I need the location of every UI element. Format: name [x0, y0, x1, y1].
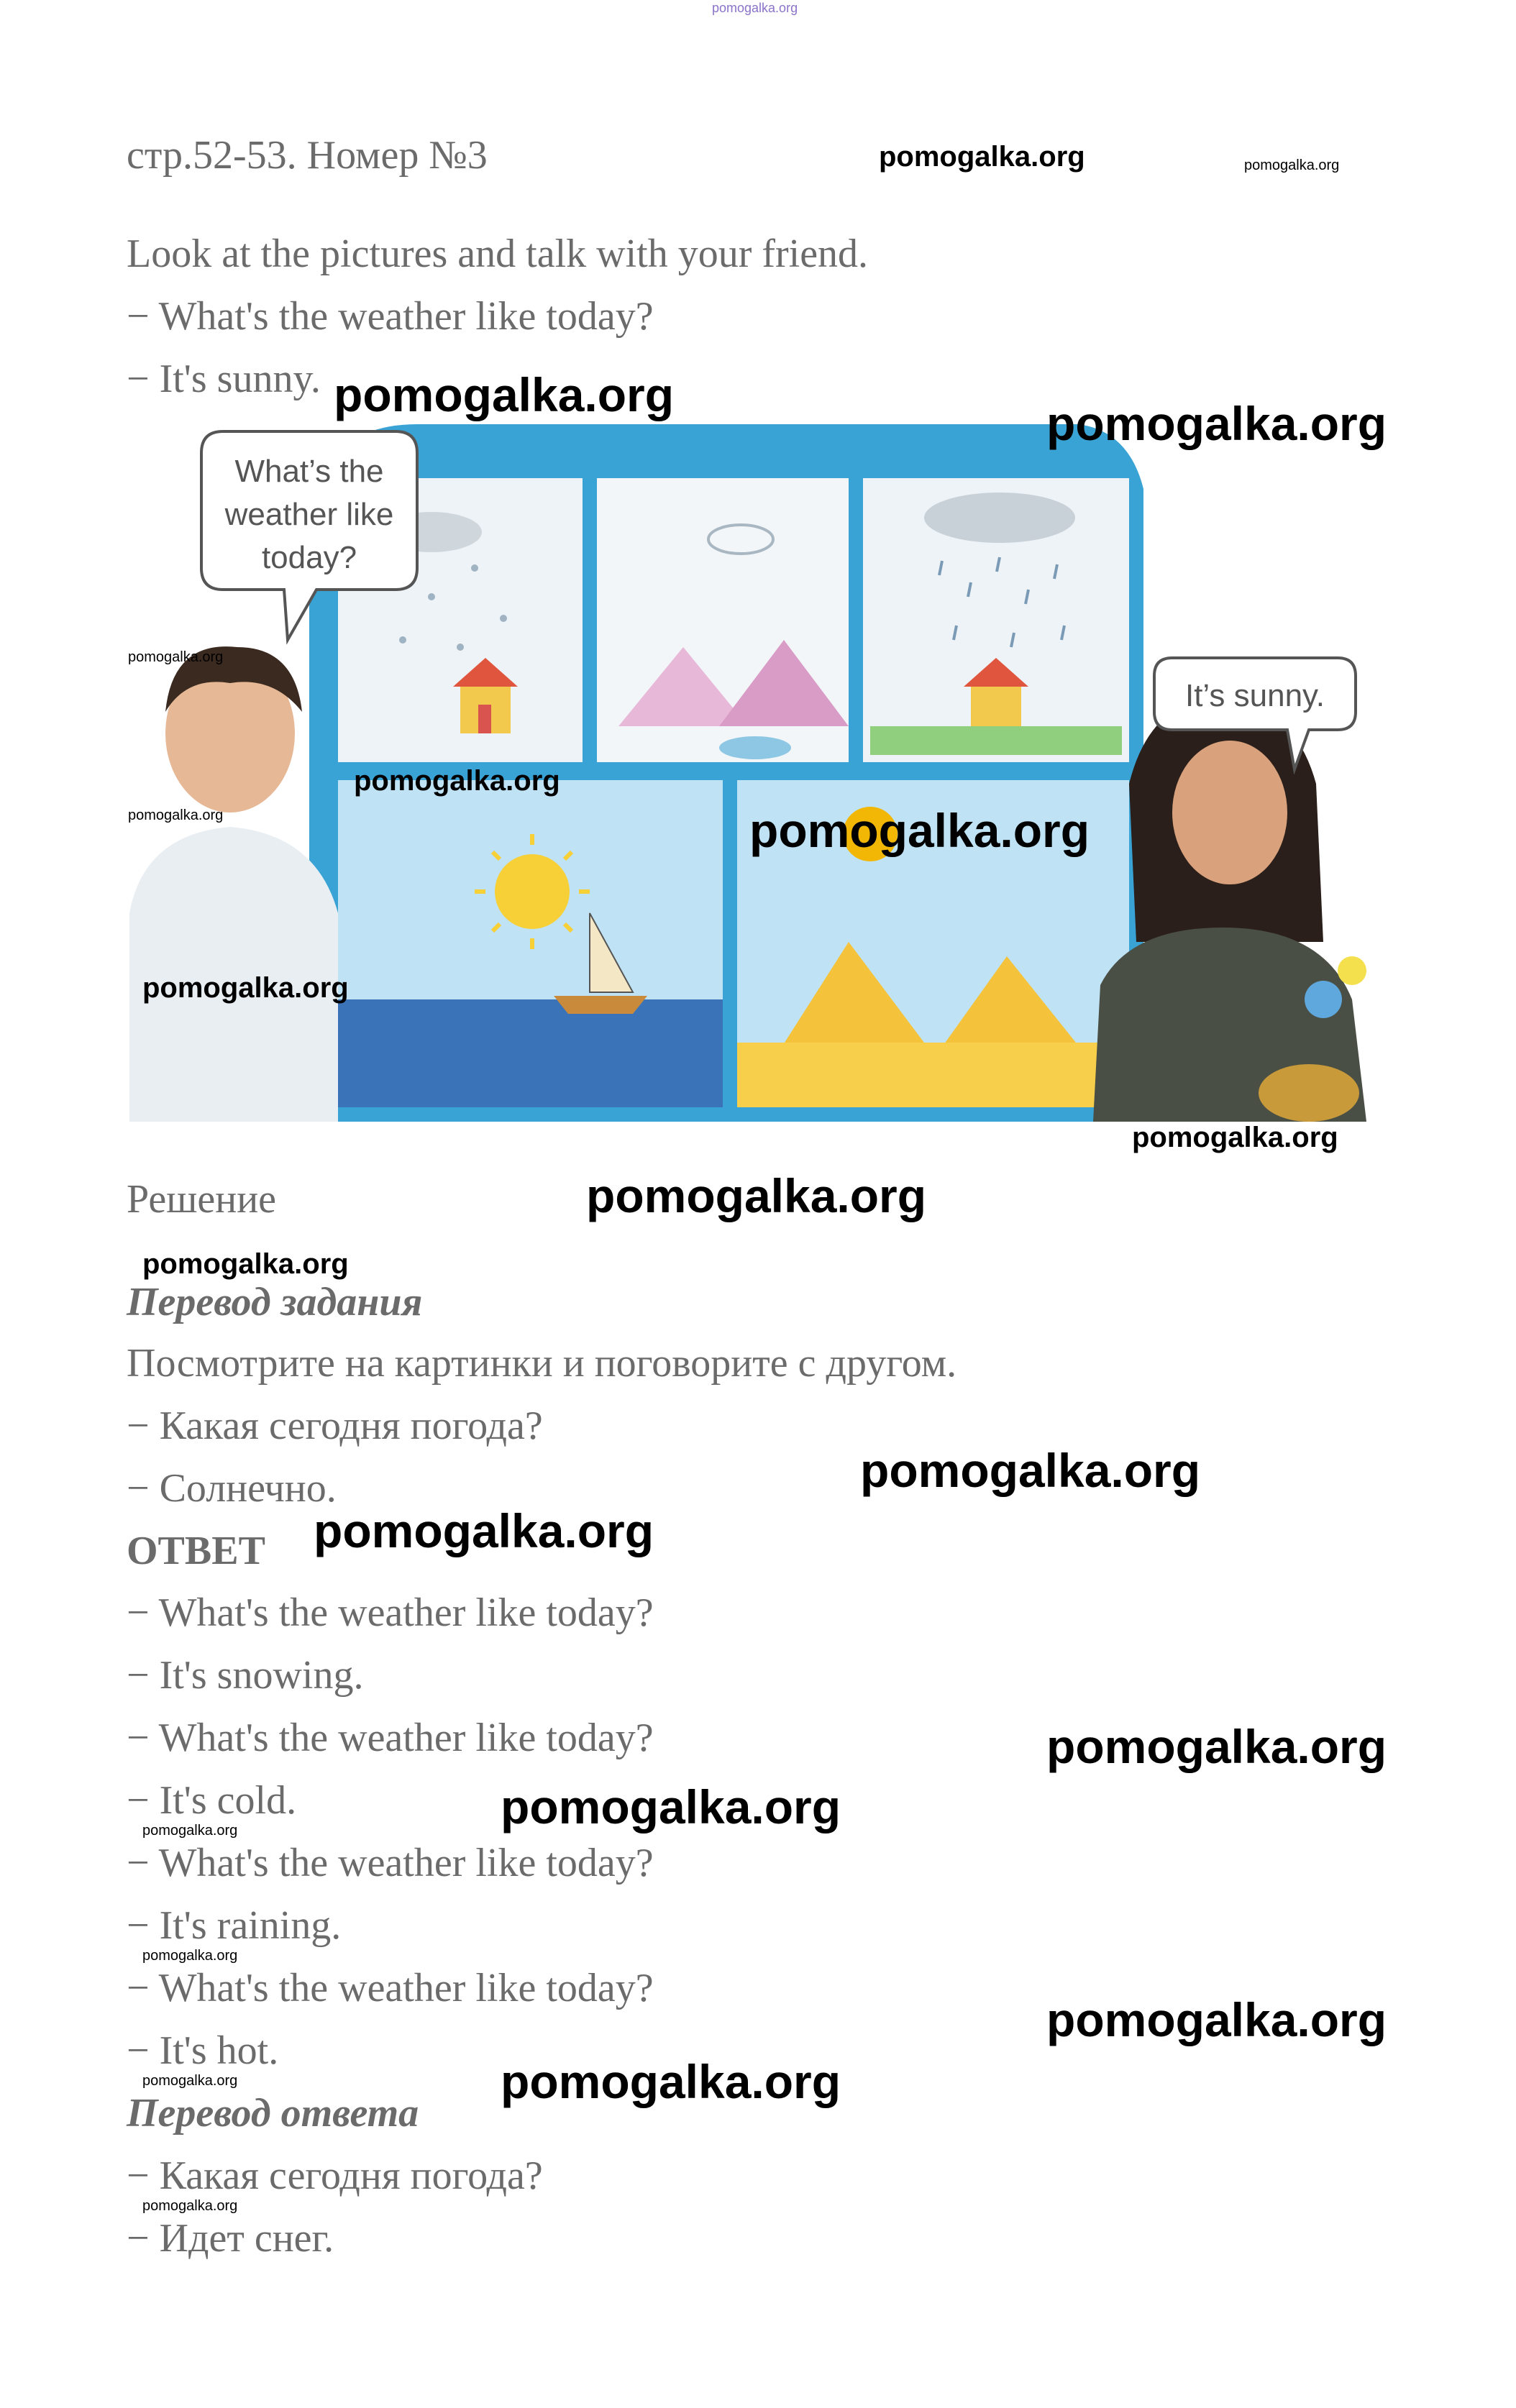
- answer-line: − What's the weather like today?: [127, 1841, 654, 1885]
- watermark: pomogalka.org: [142, 2073, 238, 2089]
- watermark: pomogalka.org: [142, 1948, 238, 1964]
- weather-window-illustration: [129, 410, 1366, 1122]
- task-question: − What's the weather like today?: [127, 294, 654, 339]
- watermark: pomogalka.org: [1046, 397, 1387, 450]
- watermark: pomogalka.org: [354, 765, 560, 797]
- answer-line: − What's the weather like today?: [127, 1590, 654, 1635]
- task-instruction: Look at the pictures and talk with your friend.: [127, 232, 869, 276]
- watermark: pomogalka.org: [1132, 1122, 1338, 1153]
- translation-task-heading: Перевод задания: [127, 1280, 423, 1324]
- watermark: pomogalka.org: [879, 141, 1085, 173]
- watermark: pomogalka.org: [142, 1248, 349, 1280]
- bubble-left-line-3: today?: [261, 540, 357, 575]
- watermark: pomogalka.org: [586, 1169, 927, 1222]
- answer-heading: ОТВЕТ: [127, 1529, 265, 1573]
- translation-question: − Какая сегодня погода?: [127, 1404, 543, 1448]
- watermark: pomogalka.org: [142, 2198, 238, 2214]
- answer-line: − What's the weather like today?: [127, 1716, 654, 1760]
- watermark: pomogalka.org: [142, 972, 349, 1004]
- answer-line: − It's hot.: [127, 2028, 279, 2073]
- watermark: pomogalka.org: [501, 1780, 841, 1834]
- answer-line: − It's raining.: [127, 1903, 342, 1948]
- desert-sand: [737, 1043, 1129, 1107]
- watermark: pomogalka.org: [314, 1504, 654, 1557]
- answer-line: − It's cold.: [127, 1778, 297, 1823]
- watermark: pomogalka.org: [128, 807, 224, 823]
- watermark: pomogalka.org: [334, 368, 675, 421]
- watermark: pomogalka.org: [860, 1444, 1201, 1497]
- solution-heading: Решение: [127, 1177, 277, 1222]
- site-label-top: pomogalka.org: [712, 1, 798, 15]
- bubble-right-text: It’s sunny.: [1184, 678, 1325, 713]
- answer-line: − What's the weather like today?: [127, 1966, 654, 2010]
- boy-figure: [129, 646, 338, 1122]
- bubble-left-line-2: weather like: [224, 497, 394, 532]
- translation-answer: − Солнечно.: [127, 1466, 337, 1511]
- translation-answer-line: − Идет снег.: [127, 2216, 334, 2261]
- translation-answer-line: − Какая сегодня погода?: [127, 2153, 543, 2198]
- answer-line: − It's snowing.: [127, 1653, 364, 1698]
- translation-instruction: Посмотрите на картинки и поговорите с другом.: [127, 1341, 957, 1386]
- watermark: pomogalka.org: [501, 2055, 841, 2108]
- watermark: pomogalka.org: [749, 804, 1090, 857]
- watermark: pomogalka.org: [142, 1823, 238, 1839]
- watermark: pomogalka.org: [1244, 157, 1340, 173]
- translation-answer-heading: Перевод ответа: [127, 2091, 419, 2135]
- watermark: pomogalka.org: [1046, 1993, 1387, 2046]
- page-title: стр.52-53. Номер №3: [127, 133, 488, 178]
- task-answer: − It's sunny.: [127, 357, 321, 401]
- watermark: pomogalka.org: [1046, 1720, 1387, 1773]
- sea: [338, 999, 723, 1107]
- bubble-left-line-1: What’s the: [234, 454, 384, 489]
- watermark: pomogalka.org: [128, 649, 224, 665]
